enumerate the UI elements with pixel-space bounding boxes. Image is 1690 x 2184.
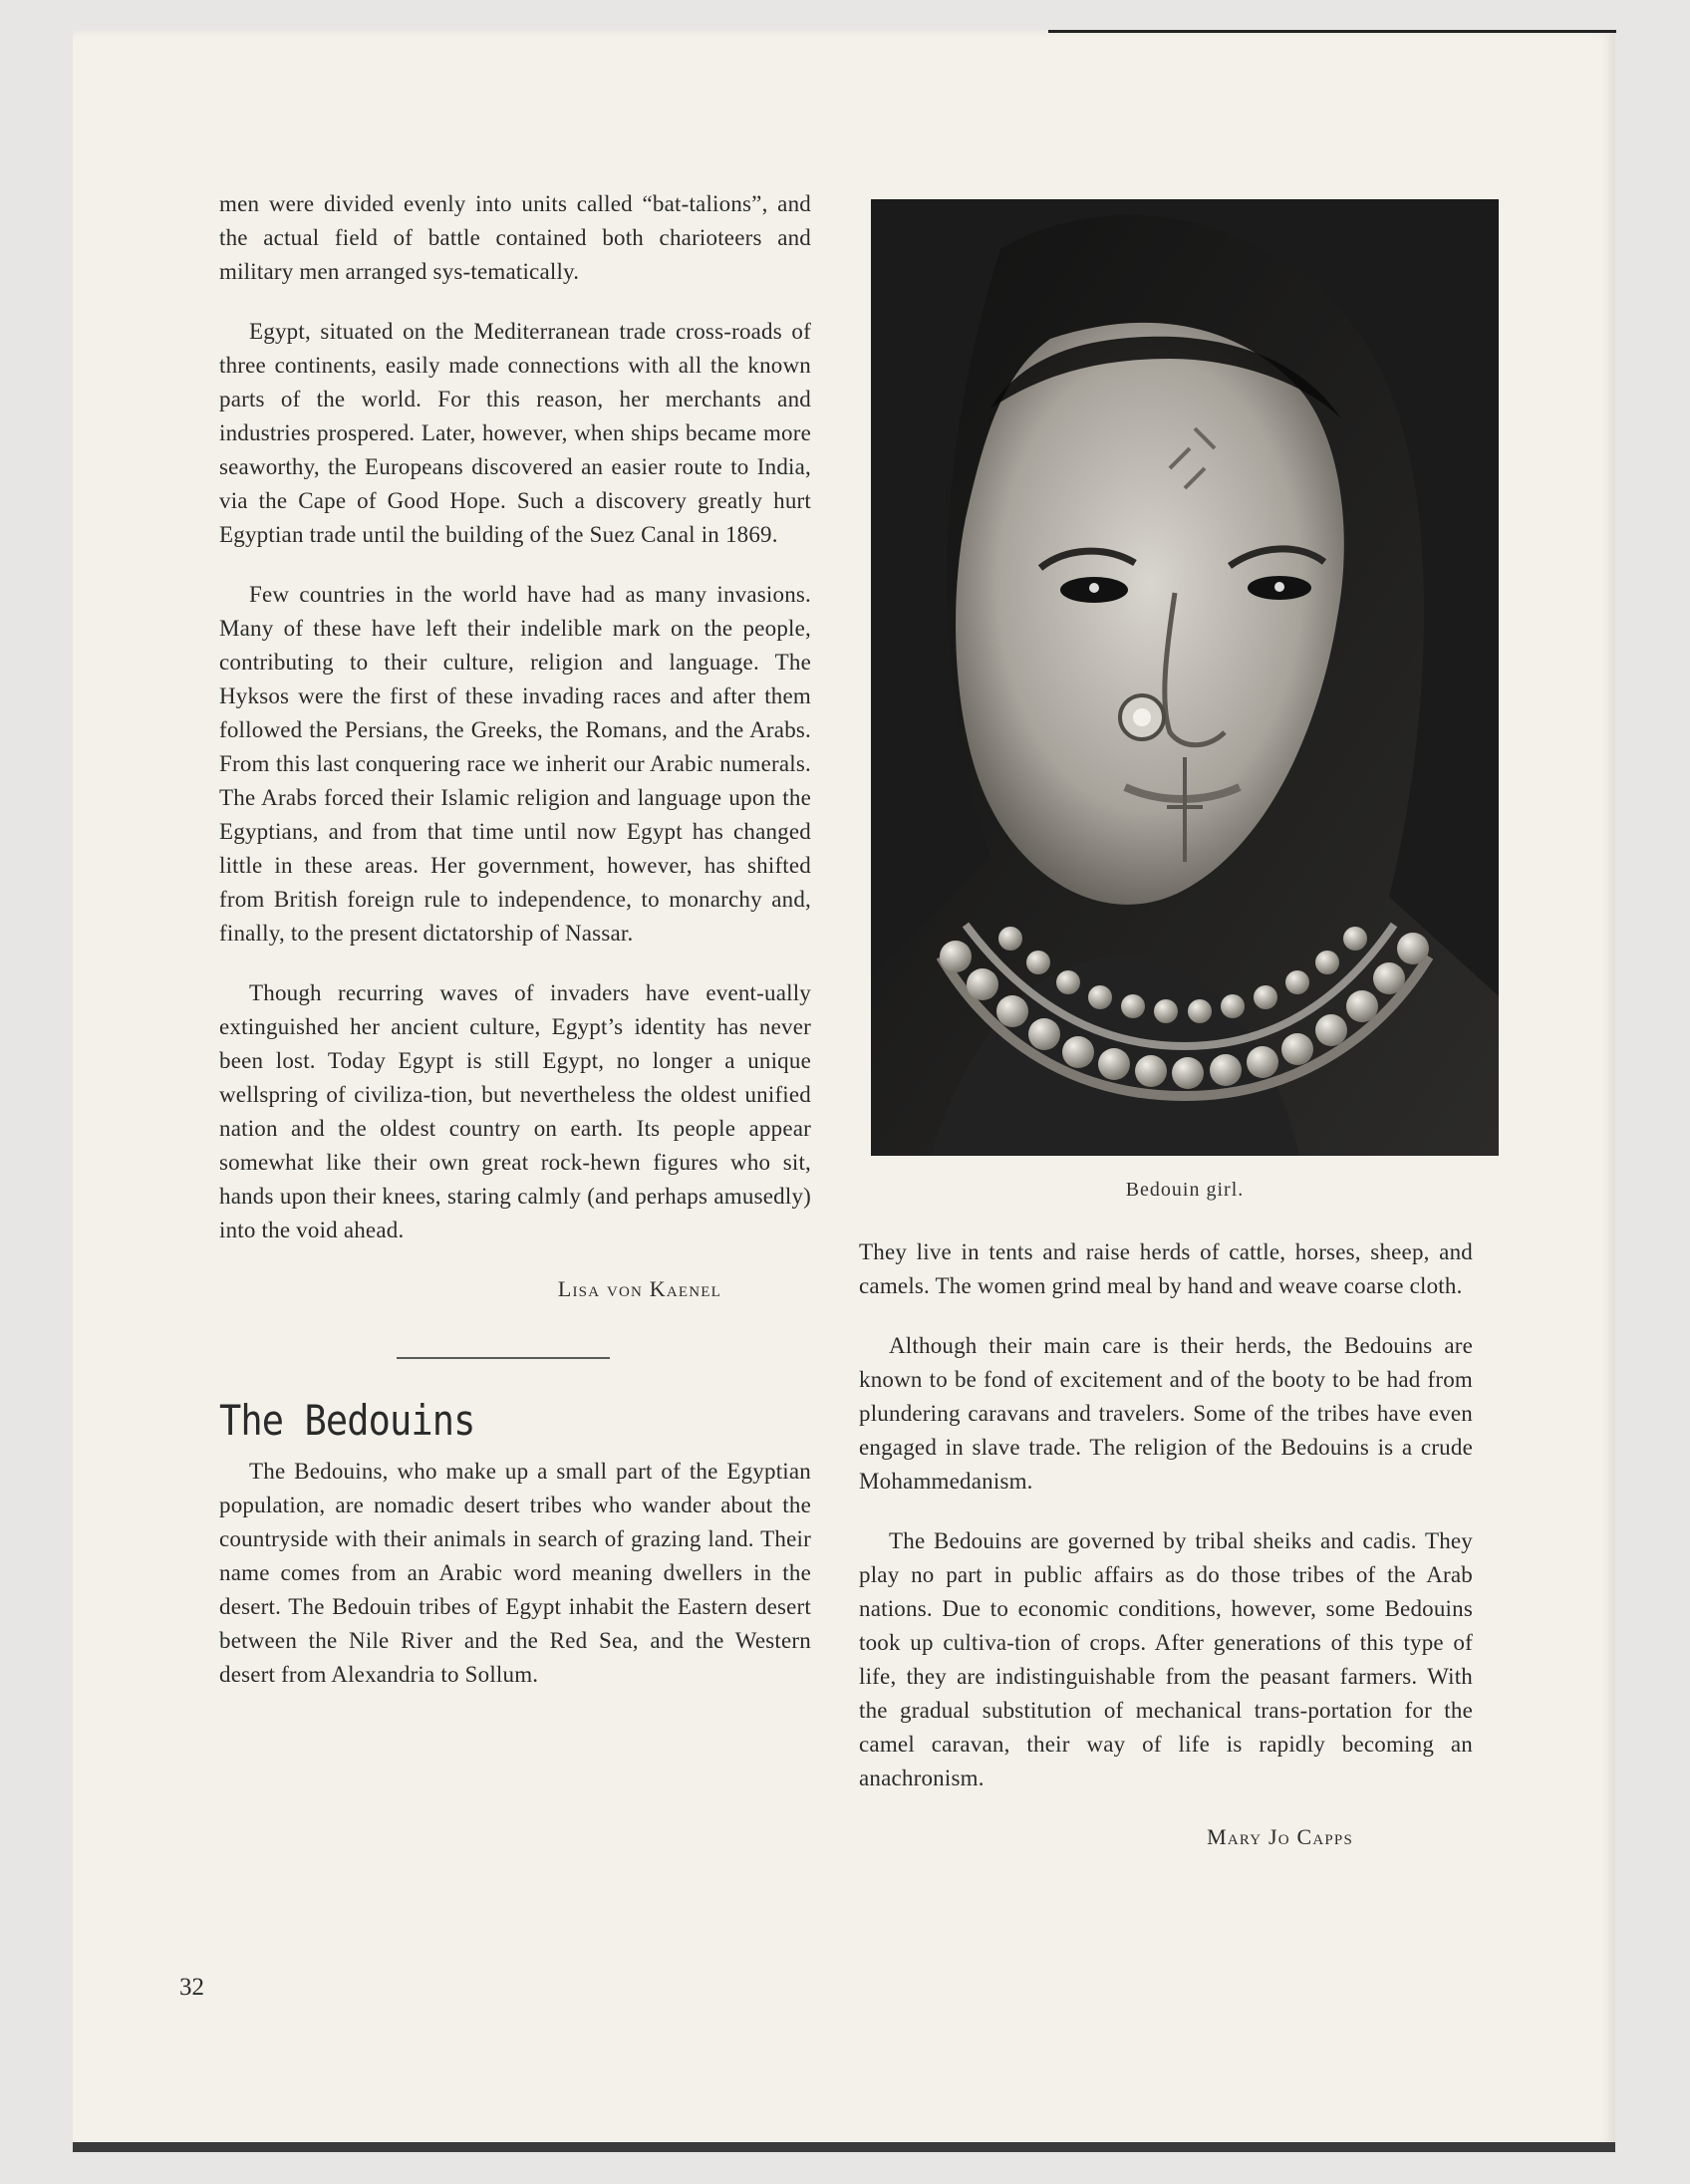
section-title: The Bedouins [219, 1396, 475, 1445]
photo-frame [871, 199, 1499, 1156]
article-author: Lisa von Kaenel [557, 1276, 721, 1301]
photo-caption: Bedouin girl. [1125, 1179, 1245, 1201]
bedouins-paragraph-4: The Bedouins are governed by tribal sheiks and cadis. They play no part in public affairs as do those tribes of the Arab nations. Due to economic conditions, however, some Bedouins took up cultiva‑tion of crops. After generations of this type of life, they are indistinguishable from the peasant farmers. With the gradual substitution of mechanical trans‑portation for the camel caravan, their way of life is rapidly becoming an anachronism. [859, 1528, 1473, 1790]
bedouins-paragraph-1: The Bedouins, who make up a small part of the Egyptian population, are nomadic desert tribes who wander about the countryside with their animals in search of grazing land. Their name comes from an Arabic word meaning dwellers in the desert. The Bedouin tribes of Egypt inhabit the Eastern desert between the Nile River and the Red Sea, and the Western desert from Alexandria to Sollum. [219, 1459, 811, 1687]
bedouin-girl-photo [871, 199, 1499, 1156]
bedouins-paragraph-3: Although their main care is their herds, the Bedouins are known to be fond of excitement and of the booty to be had from plundering caravans and travelers. Some of the tribes have even engaged in slave trade. The religion of the Bedouins is a crude Mohammedanism. [859, 1333, 1473, 1494]
right-column [859, 1235, 1473, 1853]
bedouins-paragraph-2: They live in tents and raise herds of cattle, horses, sheep, and camels. The women grind meal by hand and weave coarse cloth. [859, 1239, 1473, 1298]
article-paragraph-3: Few countries in the world have had as many invasions. Many of these have left their indelible mark on the people, contributing to their culture, religion and language. The Hyksos were the first of these invading races and after them followed the Persians, the Greeks, the Romans, and the Arabs. From this last conquering race we inherit our Arabic numerals. The Arabs forced their Islamic religion and language upon the Egyptians, and from that time until now Egypt has changed little in these areas. Her government, however, has shifted from British foreign rule to independence, to monarchy and, finally, to the present dictatorship of Nassar. [219, 582, 811, 946]
left-column [219, 187, 811, 1718]
top-page-rule [1048, 30, 1616, 33]
article-paragraph-2: Egypt, situated on the Mediterranean trade cross‑roads of three continents, easily made connections with all the known parts of the world. For this reason, her merchants and industries prospered. Later, however, when ships became more seaworthy, the Europeans discovered an easier route to India, via the Cape of Good Hope. Such a discovery greatly hurt Egyptian trade until the building of the Suez Canal in 1869. [219, 319, 811, 547]
bottom-page-rule [73, 2142, 1615, 2152]
article-paragraph-4: Though recurring waves of invaders have event‑ually extinguished her ancient culture, Egypt’s identity has never been lost. Today Egypt is still Egypt, no longer a unique wellspring of civiliza‑tion, but nevertheless the oldest unified nation and the oldest country on earth. Its people appear somewhat like their own great rock‑hewn figures who sit, hands upon their knees, staring calmly (and perhaps amusedly) into the void ahead. [219, 980, 811, 1242]
portrait-illustration [871, 199, 1499, 1156]
bedouins-author: Mary Jo Capps [1207, 1824, 1353, 1849]
section-divider [397, 1357, 610, 1359]
article-paragraph-1: men were divided evenly into units called “bat‑talions”, and the actual field of battle contained both charioteers and military men arranged sys‑tematically. [219, 191, 811, 284]
page-number: 32 [179, 1974, 204, 2001]
